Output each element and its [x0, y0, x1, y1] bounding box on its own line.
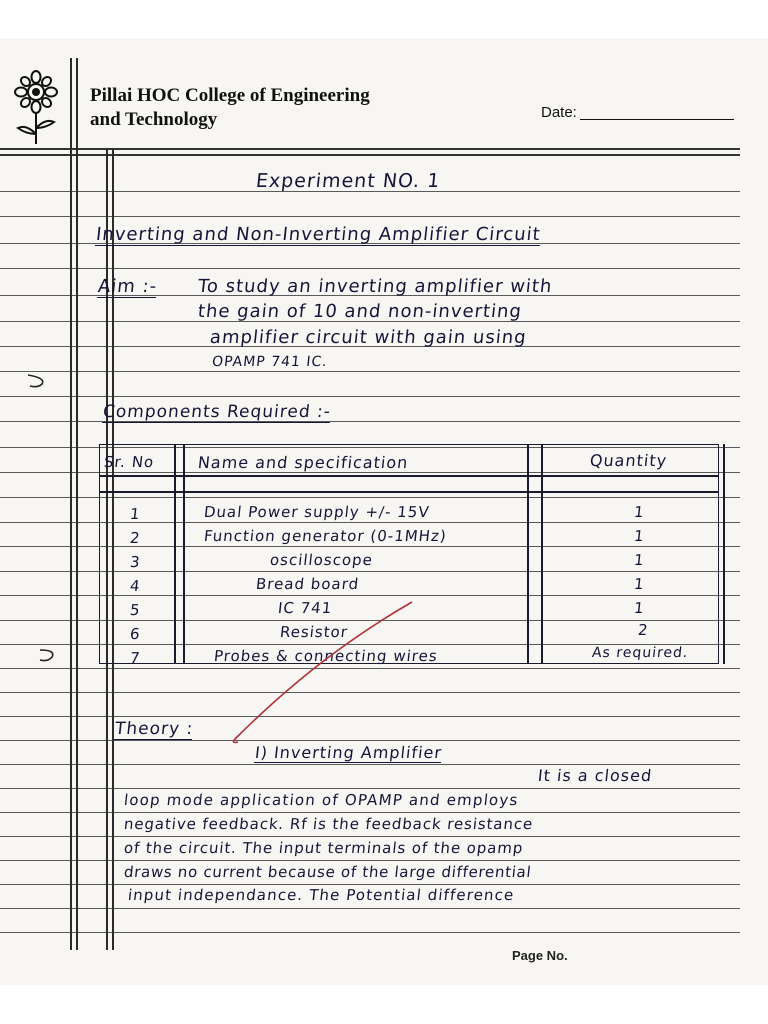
college-name-line1: Pillai HOC College of Engineering	[90, 85, 370, 106]
table-cell-name: IC 741	[277, 599, 334, 617]
ruled-line	[0, 836, 740, 837]
page-number-label: Page No.	[512, 948, 568, 963]
date-label: Date:	[541, 104, 577, 121]
ruled-line	[0, 396, 740, 397]
ruled-line	[0, 884, 740, 885]
aim-line: OPAMP 741 IC.	[211, 354, 329, 370]
table-column-divider	[541, 444, 543, 664]
table-cell-srno: 5	[129, 601, 142, 619]
header-rule-double	[0, 154, 740, 156]
college-name	[90, 84, 370, 132]
theory-heading: Theory :	[114, 719, 195, 739]
ruled-line	[0, 860, 740, 861]
theory-line: loop mode application of OPAMP and employs	[123, 791, 520, 809]
table-header-rule	[99, 491, 719, 493]
ruled-line	[0, 716, 740, 717]
table-cell-qty: 1	[633, 551, 646, 569]
aim-line: the gain of 10 and non-inverting	[196, 301, 523, 322]
table-column-divider	[527, 444, 529, 664]
theory-section-title: I) Inverting Amplifier	[254, 743, 444, 762]
table-cell-qty: 1	[633, 575, 646, 593]
table-cell-srno: 2	[129, 529, 142, 547]
theory-line: of the circuit. The input terminals of the opamp	[123, 839, 525, 857]
table-cell-name: Resistor	[279, 623, 349, 641]
table-header-srno: Sr. No	[103, 453, 156, 471]
table-cell-srno: 1	[129, 505, 142, 523]
theory-line: input independance. The Potential difference	[127, 886, 516, 904]
table-cell-name: oscilloscope	[269, 551, 374, 569]
table-cell-srno: 7	[129, 649, 142, 667]
ruled-line	[0, 268, 740, 269]
components-table	[99, 444, 719, 664]
margin-hook-mark	[36, 646, 60, 664]
table-cell-name: Function generator (0-1MHz)	[203, 527, 448, 545]
college-logo-icon	[10, 68, 62, 146]
ruled-line	[0, 216, 740, 217]
college-name-line2: and Technology	[90, 109, 218, 130]
ruled-line	[0, 788, 740, 789]
theory-line: negative feedback. Rf is the feedback resistance	[123, 815, 535, 833]
ruled-line	[0, 812, 740, 813]
table-cell-qty: 2	[637, 621, 650, 639]
margin-hook-mark	[24, 372, 48, 390]
table-cell-name: Bread board	[255, 575, 361, 593]
table-cell-srno: 4	[129, 577, 142, 595]
aim-label: Aim :-	[96, 276, 159, 297]
components-heading: Components Required :-	[102, 402, 332, 422]
table-column-divider	[723, 444, 725, 664]
margin-line	[76, 58, 78, 950]
table-cell-qty: 1	[633, 503, 646, 521]
ruled-line	[0, 371, 740, 372]
table-column-divider	[183, 444, 185, 664]
ruled-line	[0, 668, 740, 669]
header-rule	[0, 148, 740, 150]
table-cell-qty: 1	[633, 527, 646, 545]
table-header-rule	[99, 475, 719, 477]
table-header-name: Name and specification	[197, 453, 410, 472]
table-cell-qty: As required.	[591, 645, 690, 661]
theory-line: It is a closed	[537, 766, 654, 785]
margin-line	[70, 58, 72, 950]
table-cell-srno: 3	[129, 553, 142, 571]
page-bottom-edge	[0, 985, 768, 1024]
table-cell-name: Probes & connecting wires	[213, 647, 439, 665]
table-cell-name: Dual Power supply +/- 15V	[203, 503, 431, 521]
date-line	[580, 119, 734, 120]
aim-line: To study an inverting amplifier with	[196, 276, 554, 297]
experiment-subtitle: Inverting and Non-Inverting Amplifier Circuit	[94, 224, 542, 245]
page-top-edge	[0, 0, 768, 38]
table-header-quantity: Quantity	[589, 451, 669, 470]
table-cell-qty: 1	[633, 599, 646, 617]
table-column-divider	[174, 444, 176, 664]
ruled-line	[0, 740, 740, 741]
theory-line: draws no current because of the large differential	[123, 863, 533, 881]
ruled-line	[0, 764, 740, 765]
experiment-title: Experiment NO. 1	[254, 170, 442, 192]
ruled-line	[0, 692, 740, 693]
aim-line: amplifier circuit with gain using	[208, 327, 528, 348]
table-cell-srno: 6	[129, 625, 142, 643]
ruled-line	[0, 908, 740, 909]
ruled-line	[0, 932, 740, 933]
